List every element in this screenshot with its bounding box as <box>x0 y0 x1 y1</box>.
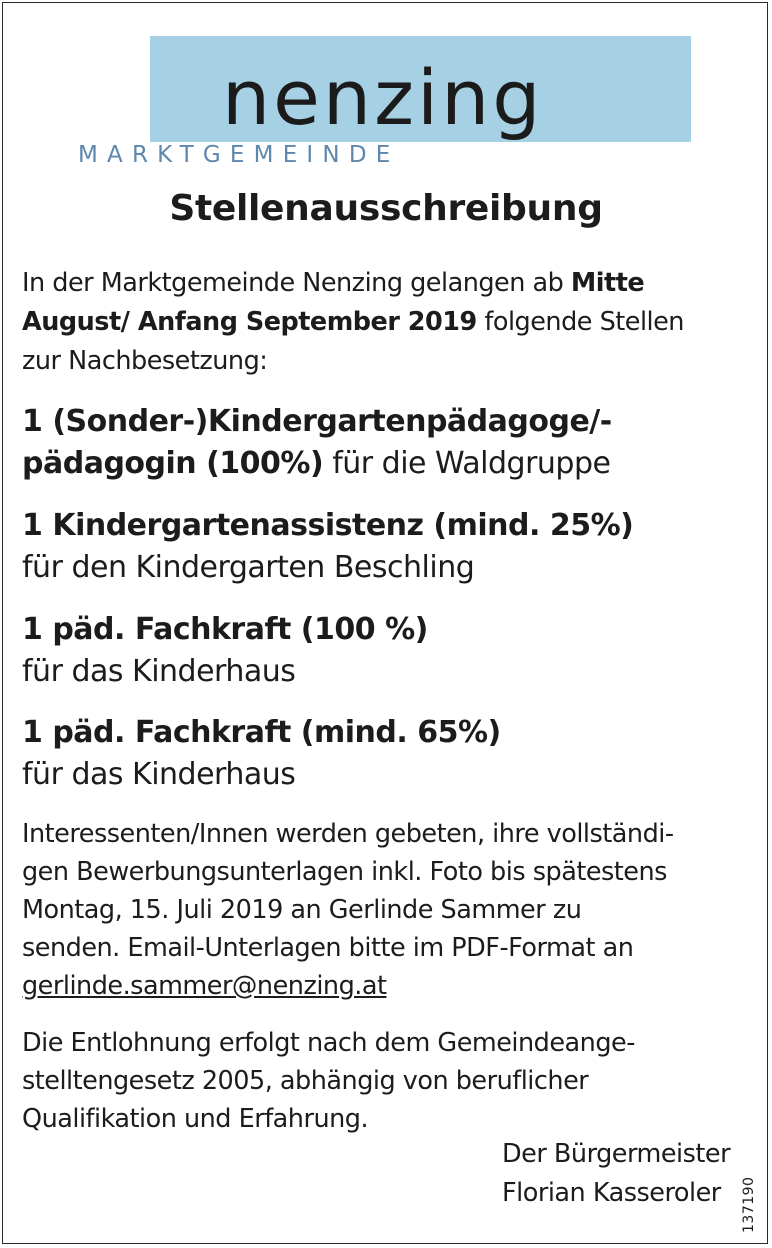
logo-wordmark: nenzing <box>222 53 544 142</box>
job-item-2 <box>22 505 633 589</box>
job-title: 1 Kindergartenassistenz (mind. 25%) <box>22 508 634 543</box>
job-item-4 <box>22 712 501 796</box>
application-line: senden. Email-Unterlagen bitte im PDF-Format an <box>22 933 634 963</box>
signature-block <box>502 1135 730 1213</box>
salary-line: stelltengesetz 2005, abhängig von beruflicher <box>22 1066 589 1096</box>
intro-date-bold: Mitte <box>570 268 645 298</box>
intro-date-bold-2: August/ Anfang September 2019 <box>22 307 477 337</box>
signature-role: Der Bürgermeister <box>502 1139 731 1169</box>
intro-text-3: zur Nachbesetzung: <box>22 346 268 376</box>
email-link[interactable]: gerlinde.sammer@nenzing.at <box>22 971 387 1001</box>
application-line: Montag, 15. Juli 2019 an Gerlinde Sammer zu <box>22 895 582 925</box>
page-title: Stellenausschreibung <box>169 188 603 229</box>
job-item-3 <box>22 609 428 693</box>
salary-paragraph <box>22 1024 635 1138</box>
job-location: für das Kinderhaus <box>22 654 296 689</box>
job-location: für das Kinderhaus <box>22 757 296 792</box>
job-title-cont: pädagogin (100%) <box>22 446 324 481</box>
intro-paragraph <box>22 264 684 381</box>
job-item-1 <box>22 401 612 485</box>
job-title: 1 päd. Fachkraft (mind. 65%) <box>22 715 501 750</box>
salary-line: Qualifikation und Erfahrung. <box>22 1104 369 1134</box>
job-location: für den Kindergarten Beschling <box>22 550 475 585</box>
application-line: Interessenten/Innen werden gebeten, ihre vollständi- <box>22 819 674 849</box>
application-paragraph <box>22 815 674 1005</box>
intro-text: In der Marktgemeinde Nenzing gelangen ab <box>22 268 571 298</box>
salary-line: Die Entlohnung erfolgt nach dem Gemeindeange- <box>22 1028 635 1058</box>
job-location: für die Waldgruppe <box>323 446 611 481</box>
intro-text-2: folgende Stellen <box>476 307 684 337</box>
job-title: 1 (Sonder-)Kindergartenpädagoge/- <box>22 404 612 439</box>
signature-name: Florian Kasseroler <box>502 1178 721 1208</box>
job-title: 1 päd. Fachkraft (100 %) <box>22 612 428 647</box>
ad-code: 137190 <box>741 1176 757 1233</box>
application-line: gen Bewerbungsunterlagen inkl. Foto bis spätestens <box>22 857 667 887</box>
logo-subline: MARKTGEMEINDE <box>78 142 400 168</box>
